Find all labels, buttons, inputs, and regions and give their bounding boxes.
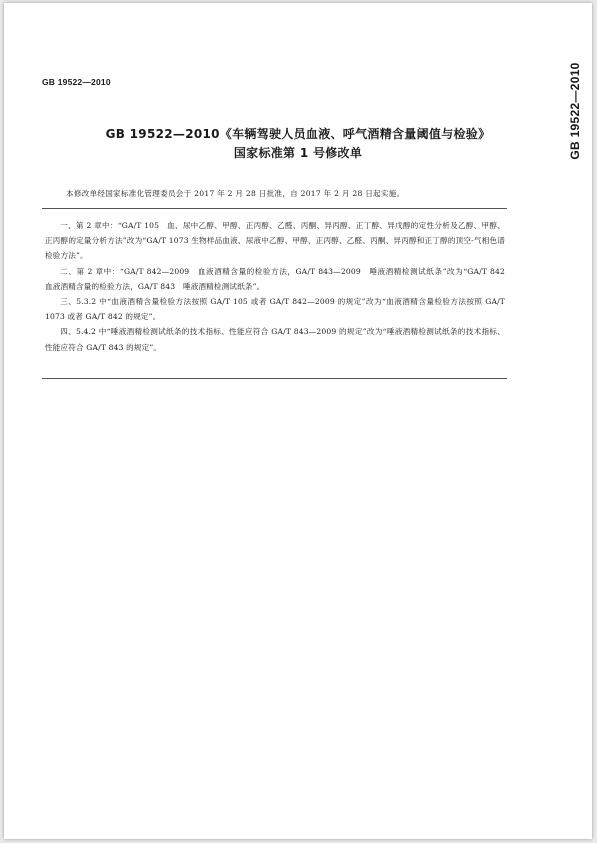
amendment-item: 三、5.3.2 中“血液酒精含量检验方法按照 GA/T 105 或者 GA/T 842—2009 的规定”改为“血液酒精含量检验方法按照 GA/T 1073 或者 GA/T 842 的规定”。 [45,297,505,322]
amendment-body [45,218,513,355]
document-subtitle: 国家标准第 1 号修改单 [233,146,363,160]
amendment-item: 四、5.4.2 中“唾液酒精检测试纸条的技术指标、性能应符合 GA/T 843—2009 的规定”改为“唾液酒精检测试纸条的技术指标、性能应符合 GA/T 843 的规定”。 [45,327,505,352]
header-standard-code: GB 19522—2010 [42,77,111,87]
document-page [4,3,592,839]
amendment-item: 二、第 2 章中：“GA/T 842—2009 血液酒精含量的检验方法，GA/T 843—2009 唾液酒精检测试纸条”改为“GA/T 842 血液酒精含量的检验方法，GA/T 843 唾液酒精检测试纸条”。 [45,266,513,291]
document-title: GB 19522—2010《车辆驾驶人员血液、呼气酒精含量阈值与检验》 [105,127,491,141]
top-divider [42,208,507,209]
approval-statement: 本修改单经国家标准化管理委员会于 2017 年 2 月 28 日批准，自 2017 年 2 月 28 日起实施。 [66,189,405,198]
amendment-item: 一、第 2 章中：“GA/T 105 血、尿中乙醇、甲醇、正丙醇、乙醛、丙酮、异丙醇、正丁醇、异戊醇的定性分析及乙醇、甲醇、正丙醇的定量分析方法”改为“GA/T 1073 生物样品血液、尿液中乙醇、甲醇、正丙醇、乙醛、丙酮、异丙醇和正丁醇的顶空-气相色谱检验方法”。 [45,221,505,261]
bottom-divider [42,378,507,379]
side-standard-code: GB 19522—2010 [568,62,582,160]
